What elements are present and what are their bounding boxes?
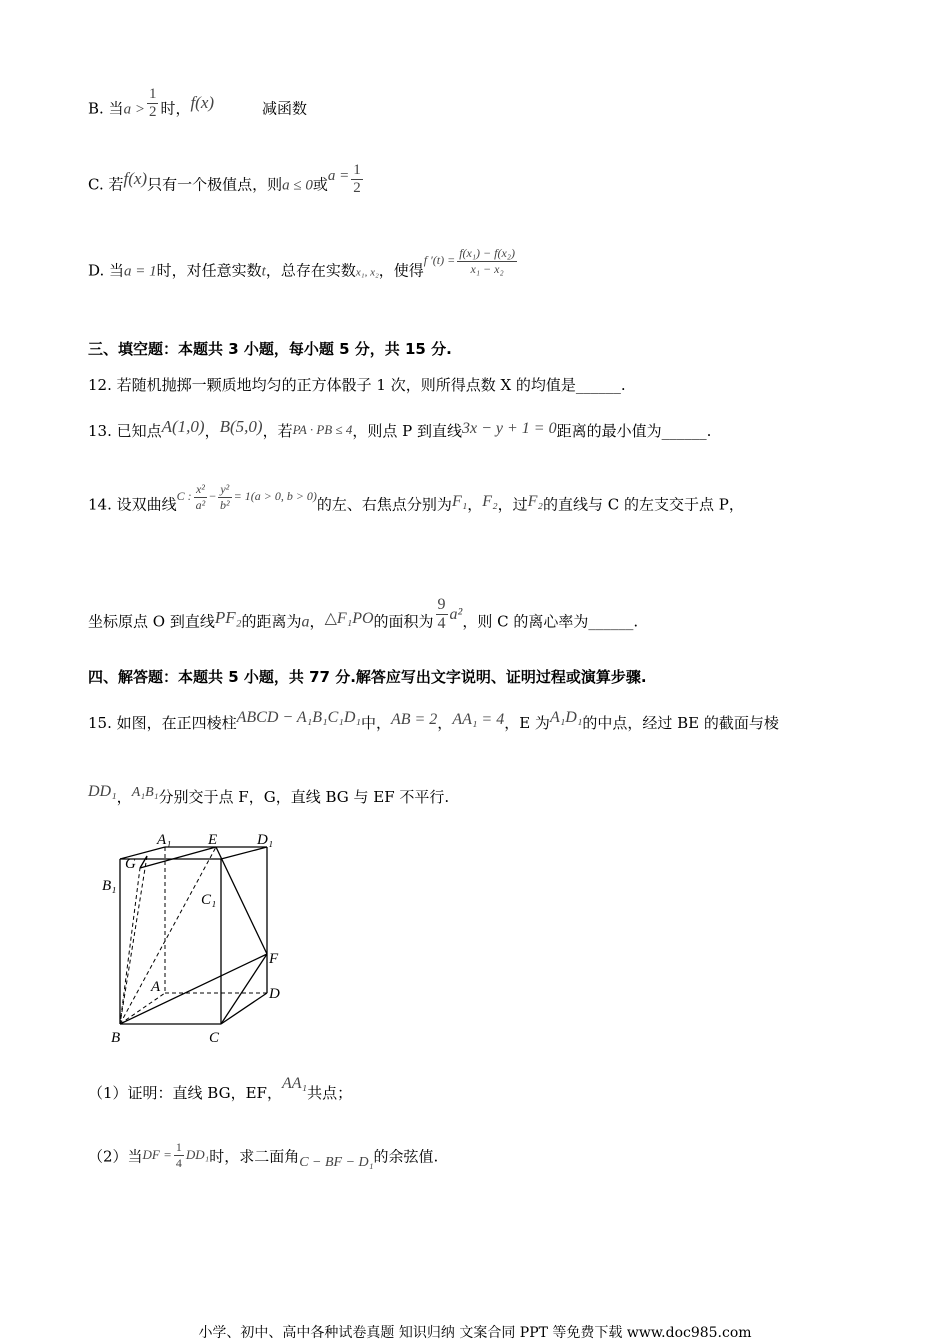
- var-a: a: [301, 613, 310, 631]
- label-b1: B₁: [102, 878, 117, 894]
- part-1-text2: 共点；: [307, 1084, 353, 1102]
- q14-text3: ，过: [497, 495, 528, 514]
- y2-over-b2: [218, 482, 232, 513]
- ab-length: AB = 2: [390, 711, 438, 728]
- label-b: B: [111, 1030, 121, 1046]
- question-15-cont: [88, 783, 450, 807]
- part-2-text: （2）当: [88, 1147, 143, 1166]
- edge-aa1: AA₁: [281, 1075, 308, 1092]
- option-d-condition: a = 1: [124, 263, 157, 280]
- q13-text2: ，若: [262, 422, 293, 440]
- part-2-text3: 的余弦值.: [373, 1147, 439, 1166]
- question-15: [88, 709, 779, 733]
- area-fraction: [436, 596, 448, 633]
- q15-text2: 中，: [360, 714, 391, 732]
- separator: ，: [116, 788, 132, 806]
- edge-c1-d1: [221, 847, 267, 859]
- fraction-numerator: y²: [220, 482, 230, 496]
- edge-c-d: [221, 993, 267, 1024]
- edge-dd1: DD₁: [88, 783, 117, 800]
- option-d-lhs: f ′(t) =: [423, 252, 456, 267]
- option-d-label: D. 当: [88, 261, 125, 280]
- option-c-text2: 或: [312, 175, 328, 194]
- triangle-f1po: △F₁PO: [324, 609, 374, 627]
- fraction-numerator: f(x₁) − f(x₂): [459, 246, 515, 260]
- section-3-title: 三、填空题：本题共 3 小题，每小题 5 分，共 15 分.: [88, 340, 452, 358]
- edge-b-f: [120, 954, 267, 1024]
- q14-text6: 的距离为: [241, 612, 302, 631]
- edge-a1d1: A₁D₁: [549, 709, 583, 726]
- edge-dd1: DD₁: [185, 1146, 210, 1162]
- question-12: 12. 若随机抛掷一颗质地均匀的正方体骰子 1 次，则所得点数 X 的均值是______.: [88, 376, 626, 394]
- question-14-cont: [88, 596, 639, 641]
- question-14: [88, 482, 744, 521]
- q15-part-1: [88, 1075, 353, 1103]
- option-c: [88, 162, 365, 203]
- hyperbola-condition: = 1(a > 0, b > 0): [233, 488, 317, 503]
- option-c-fraction: [351, 162, 363, 197]
- fraction-numerator: x²: [195, 482, 205, 496]
- var-a-squared: a²: [449, 605, 463, 623]
- focus-f2: F₂: [482, 492, 498, 510]
- hyperbola-c: C :: [176, 488, 192, 503]
- option-b-label: B. 当: [88, 99, 124, 118]
- function-fx: f(x): [190, 92, 215, 112]
- edge-b-a: [120, 993, 165, 1024]
- label-f: F: [269, 951, 279, 967]
- label-g: G: [125, 856, 136, 872]
- label-a: A: [151, 979, 161, 995]
- q15-text3: ，E 为: [504, 714, 550, 732]
- q15-text5: 分别交于点 F，G，直线 BG 与 EF 不平行.: [158, 788, 450, 806]
- label-c1: C₁: [201, 892, 217, 908]
- option-b-text2: 减函数: [262, 99, 308, 118]
- separator: ，: [309, 612, 325, 631]
- fraction-denominator: x₁ − x₂: [457, 261, 517, 277]
- q14-text8: 的面积为: [373, 612, 434, 631]
- label-c: C: [209, 1030, 220, 1046]
- section-4-title: 四、解答题：本题共 5 小题，共 77 分.解答应写出文字说明、证明过程或演算步骤.: [88, 668, 647, 686]
- option-d-fraction: [457, 246, 517, 277]
- label-d: D: [269, 986, 280, 1002]
- option-b: [88, 86, 308, 127]
- separator: ，: [437, 714, 453, 732]
- fraction-denominator: 2: [353, 180, 361, 196]
- line-pf2: PF₂: [214, 607, 242, 627]
- fraction-denominator: 2: [148, 104, 157, 120]
- option-b-text: 时，: [160, 99, 191, 118]
- edge-a1b1: A₁B₁: [131, 785, 159, 800]
- label-e: E: [208, 832, 218, 848]
- option-d: [88, 246, 519, 287]
- fraction-numerator: 1: [353, 162, 361, 178]
- option-b-fraction: [147, 86, 159, 121]
- option-d-text: 时，对任意实数: [156, 261, 262, 280]
- point-a: A(1,0): [161, 417, 205, 436]
- option-d-text3: ，使得: [378, 261, 424, 280]
- point-b: B(5,0): [219, 417, 263, 436]
- part-1-text: （1）证明：直线 BG，EF，: [88, 1084, 282, 1102]
- prism-name: ABCD − A₁B₁C₁D₁: [236, 709, 361, 726]
- option-c-lhs: a =: [327, 167, 350, 184]
- option-c-condition: a ≤ 0: [282, 177, 313, 194]
- label-d1: D₁: [257, 832, 274, 848]
- aa1-length: AA₁ = 4: [452, 711, 505, 728]
- q14-text4: 的直线与 C 的左支交于点 P，: [543, 495, 744, 514]
- q15-text: 15. 如图，在正四棱柱: [88, 714, 237, 732]
- q14-text: 14. 设双曲线: [88, 495, 177, 514]
- fraction-numerator: 9: [437, 596, 446, 613]
- focus-f2: F₂: [527, 492, 543, 510]
- edge-b-g: [120, 868, 140, 1024]
- q13-text3: ，则点 P 到直线: [352, 422, 462, 440]
- df-lhs: DF =: [142, 1146, 172, 1162]
- question-13: [88, 417, 712, 441]
- focus-f1: F₁: [451, 492, 468, 510]
- separator: ，: [467, 495, 483, 514]
- q15-part-2: [88, 1142, 438, 1173]
- part-2-text2: 时，求二面角: [209, 1147, 300, 1166]
- q13-line-equation: 3x − y + 1 = 0: [461, 420, 557, 437]
- option-d-var: t: [261, 263, 266, 280]
- prism-figure: [95, 828, 295, 1048]
- option-d-text2: ，总存在实数: [265, 261, 356, 280]
- fraction-denominator: b²: [220, 498, 230, 512]
- q13-condition: PA · PB ≤ 4: [292, 422, 353, 437]
- separator: ，: [204, 422, 220, 440]
- fraction-numerator: 1: [148, 86, 157, 102]
- edge-e-f: [216, 847, 267, 954]
- label-a1: A₁: [157, 832, 172, 848]
- option-b-condition: a >: [123, 101, 145, 118]
- q15-text4: 的中点，经过 BE 的截面与棱: [582, 714, 779, 732]
- df-fraction: [174, 1140, 184, 1171]
- page-footer: 小学、初中、高中各种试卷真题 知识归纳 文案合同 PPT 等免费下载 www.doc985.com: [198, 1325, 752, 1341]
- x2-over-a2: [194, 482, 208, 513]
- q14-text9: ，则 C 的离心率为______.: [462, 612, 639, 631]
- minus-sign: −: [209, 488, 217, 503]
- option-c-text: 只有一个极值点，则: [147, 175, 283, 194]
- fraction-denominator: 4: [175, 1156, 182, 1170]
- q13-text4: 距离的最小值为______.: [556, 422, 712, 440]
- function-fx: f(x): [123, 168, 148, 188]
- fraction-numerator: 1: [175, 1140, 182, 1154]
- q14-text5: 坐标原点 O 到直线: [88, 612, 215, 631]
- option-d-vars: x₁, x₂: [355, 266, 379, 279]
- q14-text2: 的左、右焦点分别为: [316, 495, 452, 514]
- q13-text: 13. 已知点: [88, 422, 162, 440]
- dihedral-angle: C − BF − D₁: [299, 1154, 374, 1170]
- fraction-denominator: 4: [437, 615, 446, 632]
- fraction-denominator: a²: [195, 498, 206, 512]
- option-c-label: C. 若: [88, 175, 124, 194]
